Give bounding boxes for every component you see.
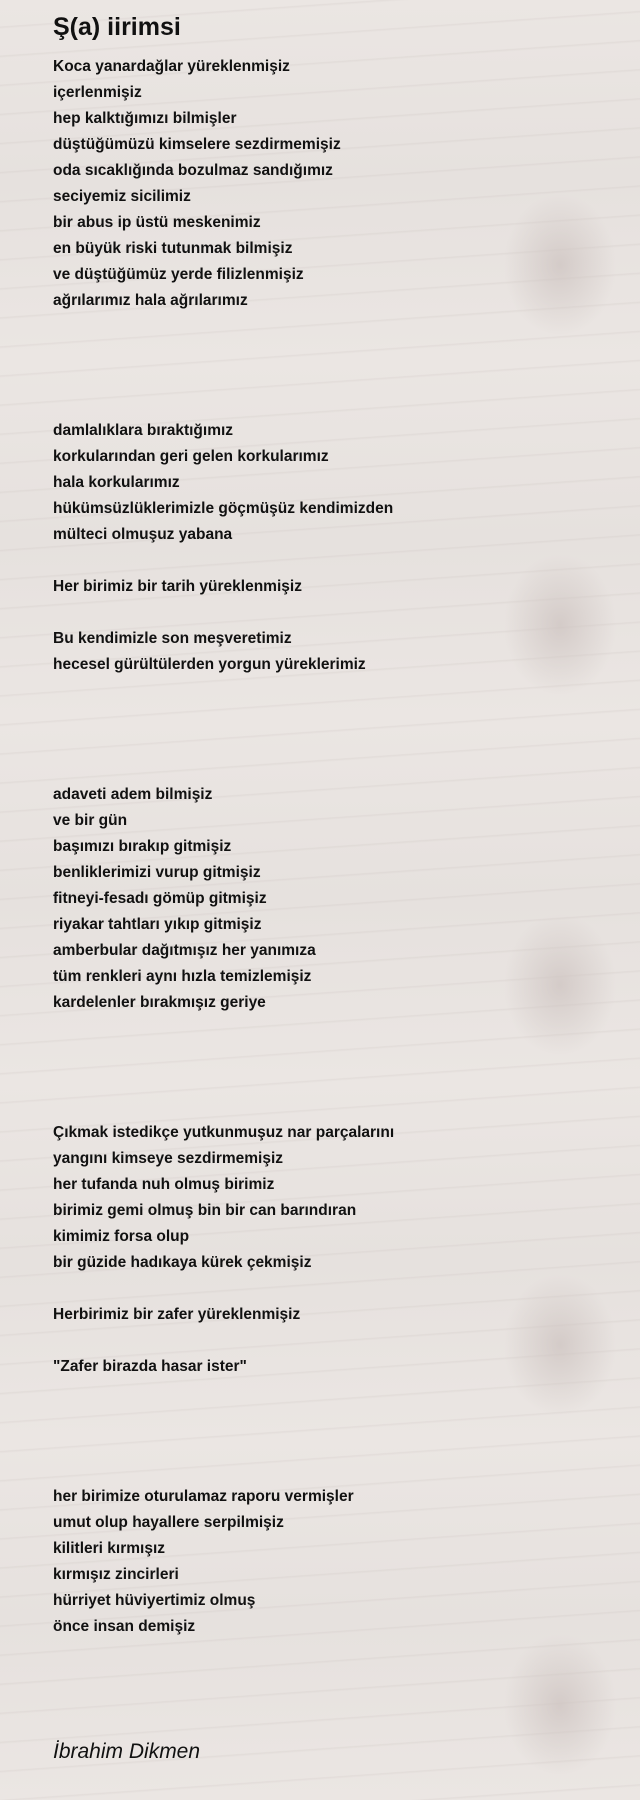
poem-line: kırmışız zincirleri <box>53 1566 179 1583</box>
poem-line: riyakar tahtları yıkıp gitmişiz <box>53 916 262 933</box>
line-gap <box>53 1328 613 1354</box>
poem-line: bir güzide hadıkaya kürek çekmişiz <box>53 1254 312 1271</box>
poem-line: hep kalktığımızı bilmişler <box>53 110 237 127</box>
poem-line: hükümsüzlüklerimizle göçmüşüz kendimizden <box>53 500 394 517</box>
stanza-5 <box>53 1484 613 1640</box>
poem-line: hecesel gürültülerden yorgun yüreklerimiz <box>53 656 366 673</box>
poem-line: önce insan demişiz <box>53 1618 196 1635</box>
poem-line: Çıkmak istedikçe yutkunmuşuz nar parçalarını <box>53 1124 395 1141</box>
poem-body <box>53 54 613 1640</box>
poem-line: damlalıklara bıraktığımız <box>53 422 234 439</box>
poem-line: her birimize oturulamaz raporu vermişler <box>53 1488 354 1505</box>
poem-line: fitneyi-fesadı gömüp gitmişiz <box>53 890 267 907</box>
poem-line: ve düştüğümüz yerde filizlenmişiz <box>53 266 304 283</box>
poem-line: umut olup hayallere serpilmişiz <box>53 1514 284 1531</box>
line-gap <box>53 548 613 574</box>
poem-line: kilitleri kırmışız <box>53 1540 165 1557</box>
poem-line: tüm renkleri aynı hızla temizlemişiz <box>53 968 312 985</box>
poem-line: ve bir gün <box>53 812 128 829</box>
stanza-gap <box>53 1016 613 1120</box>
poem-line: Her birimiz bir tarih yüreklenmişiz <box>53 578 302 595</box>
poem-line: Bu kendimizle son meşveretimiz <box>53 630 292 647</box>
stanza-gap <box>53 314 613 418</box>
poem-line: kimimiz forsa olup <box>53 1228 190 1245</box>
poem-line: içerlenmişiz <box>53 84 142 101</box>
poem-line: birimiz gemi olmuş bin bir can barındıran <box>53 1202 357 1219</box>
poem-line: bir abus ip üstü meskenimiz <box>53 214 261 231</box>
stanza-gap <box>53 678 613 782</box>
poem-line: seciyemiz sicilimiz <box>53 188 191 205</box>
stanza-gap <box>53 1380 613 1484</box>
stanza-1 <box>53 54 613 314</box>
poem-line: yangını kimseye sezdirmemişiz <box>53 1150 284 1167</box>
poem-author: İbrahim Dikmen <box>53 1740 201 1763</box>
line-gap <box>53 1276 613 1302</box>
poem-line: amberbular dağıtmışız her yanımıza <box>53 942 316 959</box>
poem-line: mülteci olmuşuz yabana <box>53 526 233 543</box>
poem-line: hürriyet hüviyertimiz olmuş <box>53 1592 256 1609</box>
line-gap <box>53 600 613 626</box>
poem-line: "Zafer birazda hasar ister" <box>53 1358 247 1375</box>
poem-line: ağrılarımız hala ağrılarımız <box>53 292 248 309</box>
stanza-4 <box>53 1120 613 1380</box>
poem-line: Herbirimiz bir zafer yüreklenmişiz <box>53 1306 301 1323</box>
poem-line: en büyük riski tutunmak bilmişiz <box>53 240 293 257</box>
poem-line: kardelenler bırakmışız geriye <box>53 994 266 1011</box>
poem-line: adaveti adem bilmişiz <box>53 786 213 803</box>
poem-line: Koca yanardağlar yüreklenmişiz <box>53 58 290 75</box>
poem-line: her tufanda nuh olmuş birimiz <box>53 1176 275 1193</box>
stanza-2 <box>53 418 613 678</box>
stanza-3 <box>53 782 613 1016</box>
poem-title: Ş(a) iirimsi <box>53 13 181 41</box>
poem-line: korkularından geri gelen korkularımız <box>53 448 329 465</box>
poem-line: benliklerimizi vurup gitmişiz <box>53 864 261 881</box>
poem-line: düştüğümüzü kimselere sezdirmemişiz <box>53 136 341 153</box>
poem-line: hala korkularımız <box>53 474 180 491</box>
poem-line: başımızı bırakıp gitmişiz <box>53 838 232 855</box>
poem-page <box>53 10 613 1640</box>
poem-line: oda sıcaklığında bozulmaz sandığımız <box>53 162 333 179</box>
